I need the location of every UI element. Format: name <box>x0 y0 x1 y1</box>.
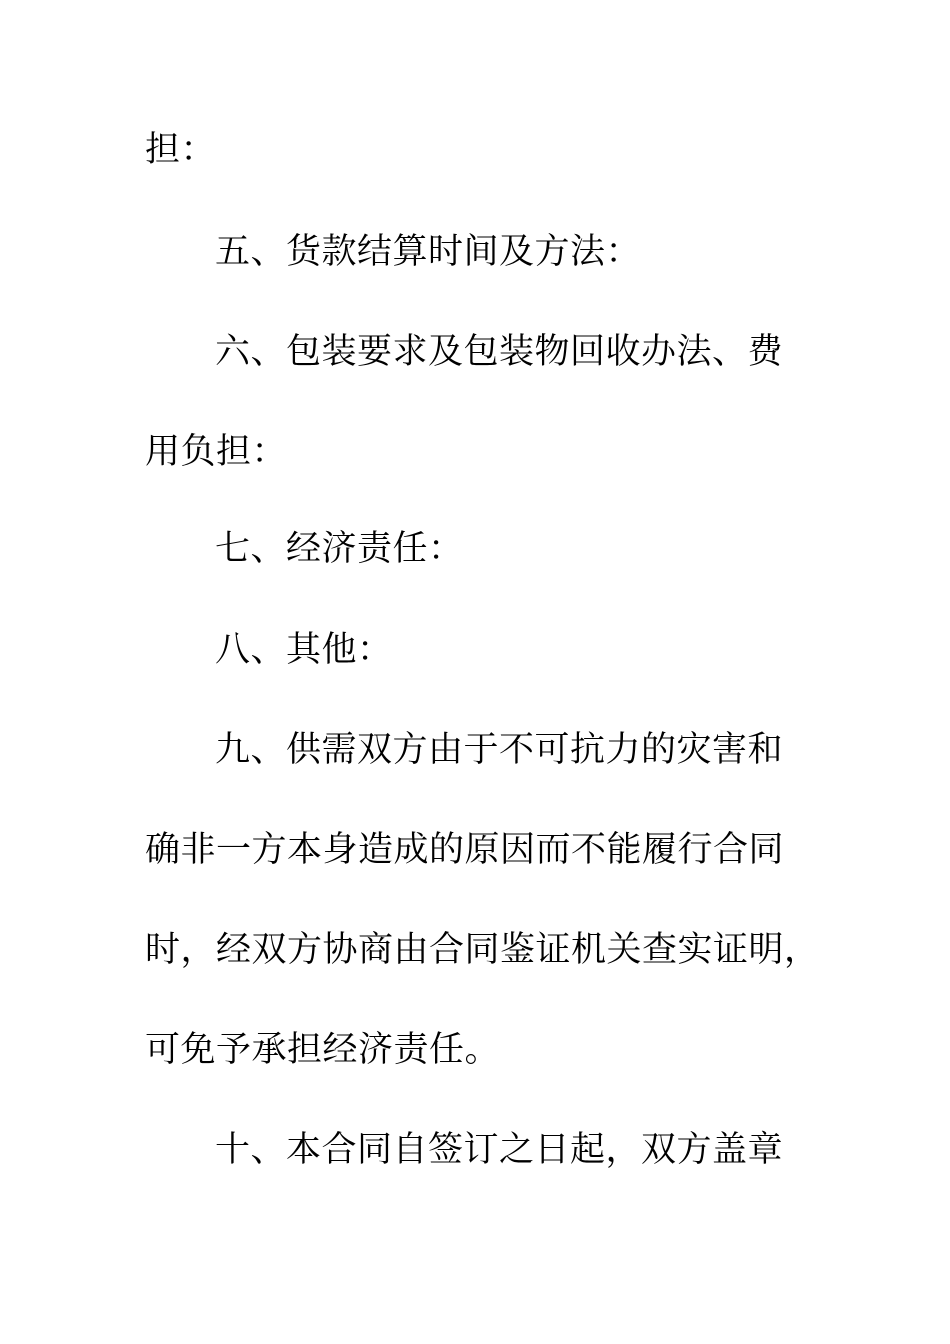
text-line-1: 担： <box>145 130 217 170</box>
text-line-10: 可免予承担经济责任。 <box>145 1030 501 1070</box>
text-line-6: 八、其他： <box>215 630 393 670</box>
text-line-5: 七、经济责任： <box>215 529 464 569</box>
text-line-8: 确非一方本身造成的原因而不能履行合同 <box>145 830 785 870</box>
text-line-7: 九、供需双方由于不可抗力的灾害和 <box>215 730 784 770</box>
text-line-11: 十、本合同自签订之日起，双方盖章 <box>215 1130 784 1170</box>
text-line-2: 五、货款结算时间及方法： <box>215 232 642 272</box>
text-line-3: 六、包装要求及包装物回收办法、费 <box>215 332 784 372</box>
text-line-9: 时，经双方协商由合同鉴证机关查实证明， <box>145 930 820 970</box>
text-line-4: 用负担： <box>145 432 288 472</box>
